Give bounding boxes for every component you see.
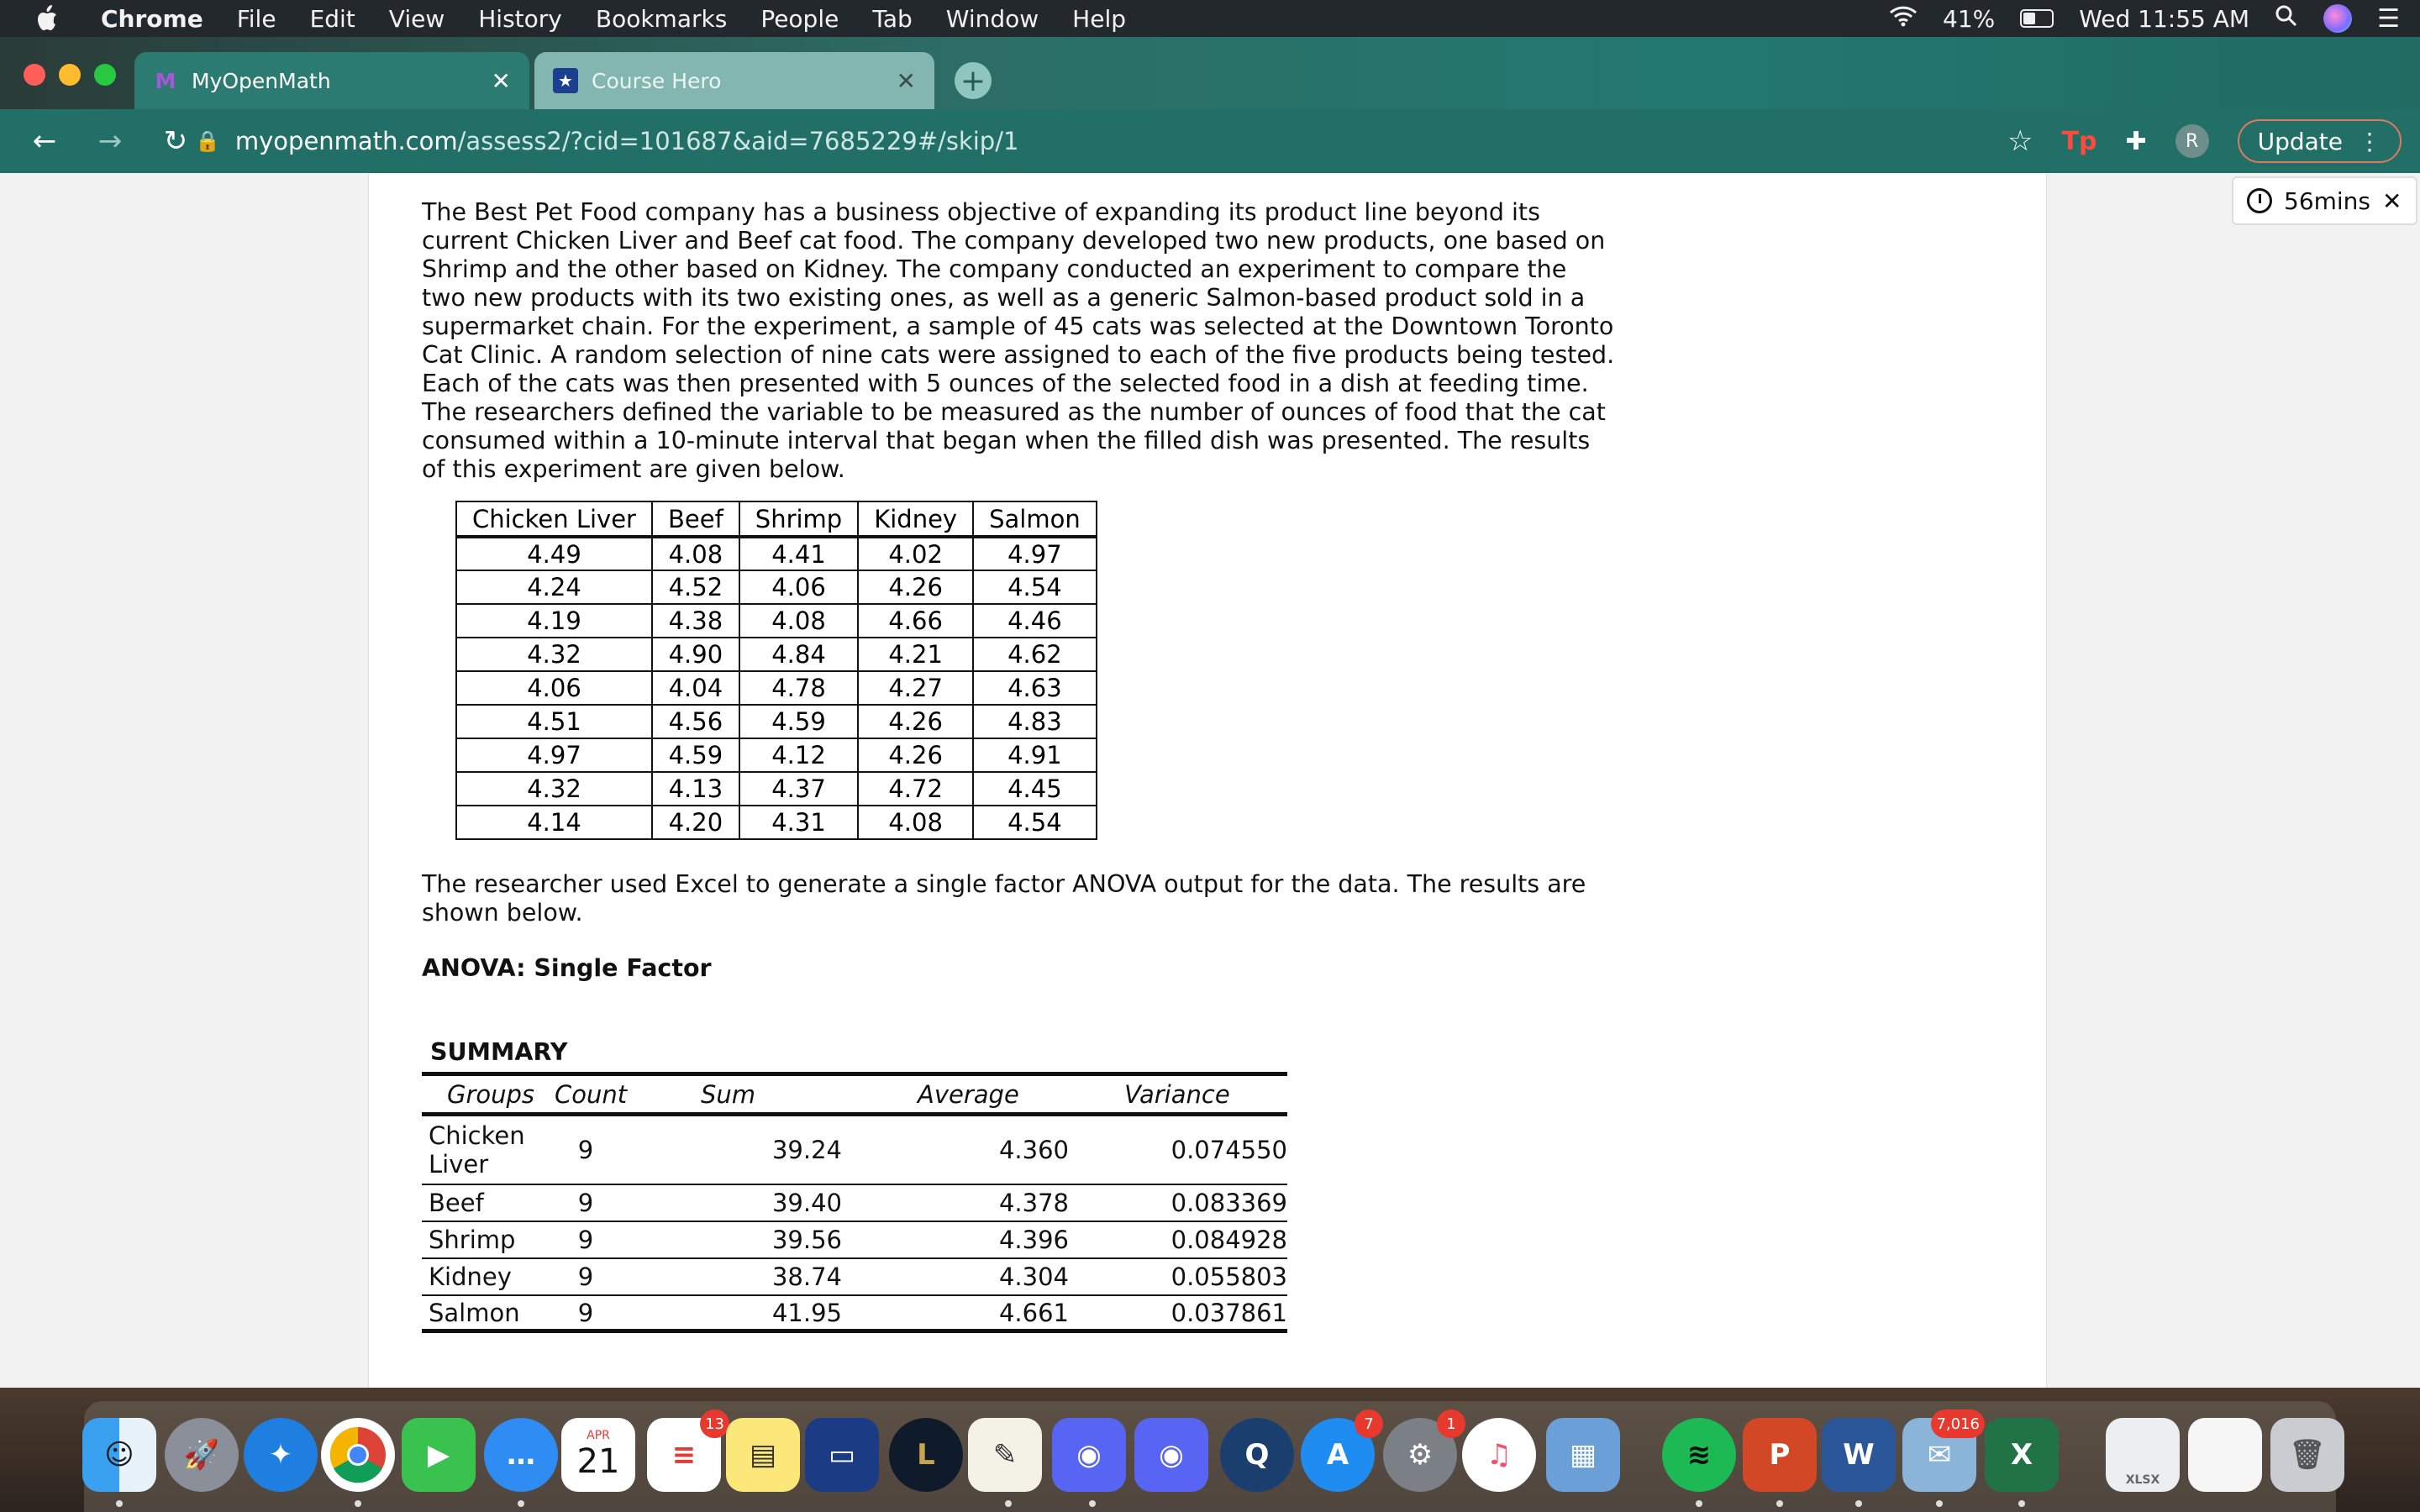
new-tab-button[interactable]: + xyxy=(955,62,992,99)
table-cell: 4.24 xyxy=(456,570,652,604)
forward-arrow-icon[interactable]: → xyxy=(97,124,123,158)
image-capture-icon[interactable]: ▦ xyxy=(1546,1418,1620,1492)
siri-icon[interactable] xyxy=(2323,4,2352,33)
clock-icon xyxy=(2247,188,2272,213)
table-cell: 4.26 xyxy=(858,570,973,604)
table-row xyxy=(456,671,1097,705)
table-row xyxy=(456,537,1097,570)
badge-count: 7,016 xyxy=(1931,1410,1985,1438)
table-cell: 4.49 xyxy=(456,537,652,570)
summary-cell: 4.360 xyxy=(998,1136,1069,1164)
tab-course-hero[interactable] xyxy=(534,52,934,109)
table-cell: 4.72 xyxy=(858,772,973,806)
column-header: Count xyxy=(555,1079,628,1109)
safari-icon[interactable]: ✦ xyxy=(244,1418,318,1492)
apple-menu-icon[interactable] xyxy=(34,3,64,34)
table-cell: 4.32 xyxy=(456,638,652,671)
table-row xyxy=(456,638,1097,671)
question-text xyxy=(422,198,1615,484)
table-cell: 4.20 xyxy=(652,806,739,839)
table-cell: 4.38 xyxy=(652,604,739,638)
summary-cell: 39.24 xyxy=(771,1136,842,1164)
tab-close-icon[interactable]: ✕ xyxy=(896,66,916,95)
preview-icon[interactable]: ✉ 7,016 xyxy=(1902,1418,1976,1492)
summary-cell: 39.56 xyxy=(771,1226,842,1254)
notes-icon[interactable]: ▤ xyxy=(726,1418,800,1492)
table-cell: 4.45 xyxy=(973,772,1097,806)
summary-row xyxy=(422,1116,1287,1185)
table-cell: 4.04 xyxy=(652,671,739,705)
running-indicator xyxy=(1855,1500,1862,1507)
word-icon[interactable]: W xyxy=(1822,1418,1896,1492)
url-host: myopenmath.com xyxy=(234,127,458,155)
table-cell: 4.97 xyxy=(973,537,1097,570)
table-cell: 4.97 xyxy=(456,738,652,772)
summary-row xyxy=(422,1222,1287,1259)
running-indicator xyxy=(1776,1500,1783,1507)
running-indicator xyxy=(2018,1500,2025,1507)
column-header: Average xyxy=(918,1079,1019,1109)
powerpoint-icon[interactable]: P xyxy=(1743,1418,1817,1492)
notification-center-icon[interactable]: ☰ xyxy=(2377,3,2400,34)
anova-title: ANOVA: Single Factor xyxy=(422,954,712,982)
summary-cell: 4.304 xyxy=(998,1263,1069,1291)
running-indicator xyxy=(518,1500,524,1507)
league-of-legends-icon[interactable]: L xyxy=(889,1418,963,1492)
table-cell: 4.59 xyxy=(739,705,858,738)
summary-cell: 4.378 xyxy=(998,1189,1069,1217)
summary-cell: 9 xyxy=(577,1298,594,1327)
extensions-puzzle-icon[interactable]: ✚ xyxy=(2125,126,2147,156)
table-cell: 4.14 xyxy=(456,806,652,839)
summary-cell: 39.40 xyxy=(771,1189,842,1217)
calendar-icon[interactable] xyxy=(561,1418,635,1492)
column-header: Groups xyxy=(447,1079,535,1109)
spotify-icon[interactable]: ≋ xyxy=(1662,1418,1736,1492)
table-cell: 4.31 xyxy=(739,806,858,839)
table-cell: 4.59 xyxy=(652,738,739,772)
running-indicator xyxy=(1089,1500,1096,1507)
table-cell: 4.32 xyxy=(456,772,652,806)
intro-paragraph: The Best Pet Food company has a business objective of expanding its product line beyond its current Chicken Liver and Beef cat food. The company developed two new products, one based on Shrimp and the other based on Kidney. The company conducted an experiment to compare the two new products with its two existing ones, as well as a generic Salmon-based product sold in a supermarket chain. For the experiment, a sample of 45 cats was selected at the Downtown Toronto Cat Clinic. A random selection of nine cats were assigned to each of the five products being tested. Each of the cats was then presented with 5 ounces of the selected food in a dish at feeding time. The researchers defined the variable to be measured as the number of ounces of food that the cat consumed within a 10-minute interval that began when the filled dish was presented. The results of this experiment are given below. xyxy=(422,198,1615,483)
menu-view[interactable]: View xyxy=(388,4,445,33)
table-cell: 4.46 xyxy=(973,604,1097,638)
finder-icon[interactable]: ☺ xyxy=(82,1418,156,1492)
table-row xyxy=(456,570,1097,604)
battery-percent: 41% xyxy=(1943,4,1996,33)
summary-cell: 41.95 xyxy=(771,1298,842,1327)
table-cell: 4.19 xyxy=(456,604,652,638)
trash-icon[interactable]: 🗑 xyxy=(2270,1418,2344,1492)
tab-myopenmath[interactable] xyxy=(134,52,529,109)
toolbar-actions xyxy=(2007,118,2402,165)
close-window-button[interactable] xyxy=(24,64,45,86)
table-cell: 4.54 xyxy=(973,806,1097,839)
excel-icon[interactable]: X xyxy=(1985,1418,2059,1492)
summary-cell: Chicken Liver xyxy=(429,1121,525,1179)
lock-icon[interactable]: 🔒 xyxy=(195,129,220,153)
column-header: Kidney xyxy=(858,501,973,537)
table-cell: 4.66 xyxy=(858,604,973,638)
menu-window[interactable]: Window xyxy=(945,4,1039,33)
table-row xyxy=(456,772,1097,806)
calendar-day: 21 xyxy=(576,1442,620,1481)
discord-icon[interactable]: ◉ xyxy=(1052,1418,1126,1492)
column-header: Chicken Liver xyxy=(456,501,652,537)
menu-history[interactable]: History xyxy=(478,4,562,33)
menubar-status-area xyxy=(1889,0,2400,37)
table-cell: 4.54 xyxy=(973,570,1097,604)
table-cell: 4.83 xyxy=(973,705,1097,738)
summary-title: SUMMARY xyxy=(430,1038,568,1066)
kebab-menu-icon: ⋮ xyxy=(2358,127,2381,155)
system-preferences-icon[interactable]: ⚙ 1 xyxy=(1383,1418,1457,1492)
table-cell: 4.02 xyxy=(858,537,973,570)
table-cell: 4.26 xyxy=(858,738,973,772)
macos-menubar xyxy=(0,0,2420,37)
column-header: Sum xyxy=(701,1079,756,1109)
zoom-window-button[interactable] xyxy=(94,64,116,86)
table-cell: 4.21 xyxy=(858,638,973,671)
menu-app-name[interactable]: Chrome xyxy=(101,4,203,33)
tab-close-icon[interactable]: ✕ xyxy=(491,66,511,95)
timer-label: 56mins xyxy=(2284,186,2371,215)
keynote-icon[interactable]: ▭ xyxy=(805,1418,879,1492)
document-stack-icon[interactable] xyxy=(2188,1418,2262,1492)
summary-cell: 4.396 xyxy=(998,1226,1069,1254)
badge-count: 13 xyxy=(700,1410,729,1438)
column-header: Beef xyxy=(652,501,739,537)
summary-cell: 9 xyxy=(577,1226,594,1254)
table-cell: 4.63 xyxy=(973,671,1097,705)
anova-summary-table xyxy=(422,1072,1287,1333)
discord-alt-icon[interactable]: ◉ xyxy=(1134,1418,1208,1492)
xlsx-file-icon[interactable] xyxy=(2106,1418,2180,1492)
summary-cell: 0.083369 xyxy=(1171,1189,1287,1217)
column-header: Salmon xyxy=(973,501,1097,537)
table-cell: 4.06 xyxy=(739,570,858,604)
table-cell: 4.84 xyxy=(739,638,858,671)
column-header: Shrimp xyxy=(739,501,858,537)
timer-widget[interactable] xyxy=(2232,176,2417,225)
quicktime-icon[interactable]: Q xyxy=(1220,1418,1294,1492)
facetime-icon[interactable]: ▶ xyxy=(402,1418,476,1492)
running-indicator xyxy=(1005,1500,1012,1507)
table-header-row xyxy=(456,501,1097,537)
column-header: Variance xyxy=(1124,1079,1230,1109)
table-row xyxy=(456,738,1097,772)
table-cell: 4.52 xyxy=(652,570,739,604)
app-store-icon[interactable]: A 7 xyxy=(1301,1418,1375,1492)
address-bar[interactable] xyxy=(195,121,1018,161)
back-arrow-icon[interactable]: ← xyxy=(32,124,57,158)
summary-cell: Shrimp xyxy=(429,1226,516,1254)
table-row xyxy=(456,604,1097,638)
table-cell: 4.51 xyxy=(456,705,652,738)
table-cell: 4.56 xyxy=(652,705,739,738)
launchpad-icon[interactable]: 🚀 xyxy=(165,1418,239,1492)
extension-tp-icon[interactable]: Tp xyxy=(2061,126,2097,156)
chrome-toolbar xyxy=(0,109,2420,173)
table-cell: 4.37 xyxy=(739,772,858,806)
badge-count: 7 xyxy=(1355,1410,1383,1438)
spotlight-search-icon[interactable] xyxy=(2275,4,2298,34)
running-indicator xyxy=(116,1500,123,1507)
battery-icon[interactable] xyxy=(2020,9,2054,28)
summary-cell: 0.055803 xyxy=(1171,1263,1287,1291)
minimize-window-button[interactable] xyxy=(59,64,81,86)
table-cell: 4.27 xyxy=(858,671,973,705)
coursehero-favicon: ★ xyxy=(553,68,578,93)
summary-cell: 9 xyxy=(577,1136,594,1164)
badge-count: 1 xyxy=(1437,1410,1465,1438)
table-cell: 4.41 xyxy=(739,537,858,570)
summary-row xyxy=(422,1185,1287,1222)
tab-label: MyOpenMath xyxy=(192,68,331,93)
menu-file[interactable]: File xyxy=(236,4,276,33)
wifi-icon[interactable] xyxy=(1889,5,1918,33)
calendar-month: APR xyxy=(587,1429,610,1442)
table-cell: 4.13 xyxy=(652,772,739,806)
menu-help[interactable]: Help xyxy=(1072,4,1126,33)
table-cell: 4.12 xyxy=(739,738,858,772)
summary-cell: 38.74 xyxy=(771,1263,842,1291)
textedit-icon[interactable]: ✎ xyxy=(968,1418,1042,1492)
summary-header-row xyxy=(422,1076,1287,1116)
update-button[interactable] xyxy=(2238,119,2402,163)
table-cell: 4.08 xyxy=(858,806,973,839)
chrome-icon[interactable] xyxy=(321,1418,395,1492)
profile-avatar[interactable]: R xyxy=(2175,124,2209,158)
table-row xyxy=(456,705,1097,738)
table-cell: 4.90 xyxy=(652,638,739,671)
chrome-tab-strip xyxy=(0,37,2420,109)
music-icon[interactable]: ♫ xyxy=(1462,1418,1536,1492)
table-cell: 4.08 xyxy=(739,604,858,638)
url-path: /assess2/?cid=101687&aid=7685229#/skip/1 xyxy=(457,127,1019,155)
summary-row xyxy=(422,1259,1287,1296)
summary-cell: 0.074550 xyxy=(1171,1136,1287,1164)
table-cell: 4.08 xyxy=(652,537,739,570)
summary-cell: 9 xyxy=(577,1263,594,1291)
summary-cell: 0.037861 xyxy=(1171,1298,1287,1327)
bookmark-star-icon[interactable]: ☆ xyxy=(2007,124,2033,158)
messages-icon[interactable]: … xyxy=(484,1418,558,1492)
myopenmath-favicon: M xyxy=(155,68,176,93)
table-cell: 4.78 xyxy=(739,671,858,705)
excel-paragraph: The researcher used Excel to generate a single factor ANOVA output for the data. The results are shown below. xyxy=(422,870,1586,927)
running-indicator xyxy=(1696,1500,1702,1507)
summary-cell: 9 xyxy=(577,1189,594,1217)
close-icon[interactable]: ✕ xyxy=(2382,186,2402,215)
reminders-icon[interactable]: ≡ 13 xyxy=(647,1418,721,1492)
menu-edit[interactable]: Edit xyxy=(309,4,355,33)
table-cell: 4.91 xyxy=(973,738,1097,772)
summary-row xyxy=(422,1296,1287,1333)
table-cell: 4.06 xyxy=(456,671,652,705)
window-controls xyxy=(24,64,116,86)
summary-cell: 4.661 xyxy=(998,1298,1069,1327)
table-cell: 4.26 xyxy=(858,705,973,738)
running-indicator xyxy=(1936,1500,1943,1507)
tab-label: Course Hero xyxy=(592,68,722,93)
menu-tab[interactable]: Tab xyxy=(872,4,913,33)
menu-bookmarks[interactable]: Bookmarks xyxy=(595,4,728,33)
table-row xyxy=(456,806,1097,839)
cat-food-data-table xyxy=(455,501,1097,840)
menubar-clock[interactable]: Wed 11:55 AM xyxy=(2079,4,2250,33)
table-cell: 4.62 xyxy=(973,638,1097,671)
reload-icon[interactable]: ↻ xyxy=(163,124,188,158)
summary-cell: 0.084928 xyxy=(1171,1226,1287,1254)
running-indicator xyxy=(355,1500,361,1507)
summary-cell: Kidney xyxy=(429,1263,512,1291)
summary-cell: Salmon xyxy=(429,1298,520,1327)
summary-cell: Beef xyxy=(429,1189,484,1217)
update-label: Update xyxy=(2257,127,2343,155)
xlsx-label: XLSX xyxy=(2125,1473,2160,1487)
menu-people[interactable]: People xyxy=(760,4,839,33)
